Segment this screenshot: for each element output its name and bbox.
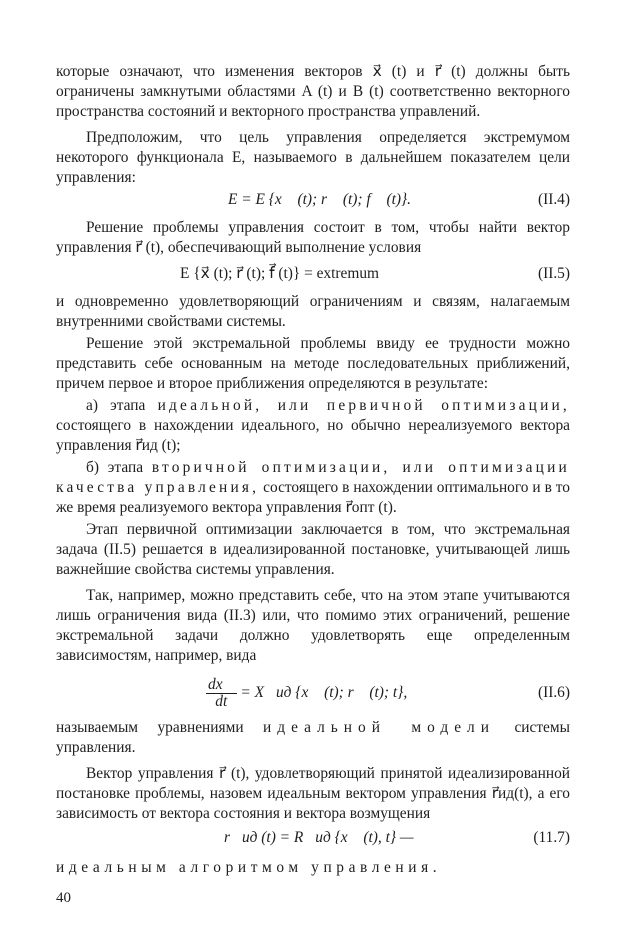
paragraph-3: Решение проблемы управления состоит в том, чтобы найти вектор управления r⃗ (t), обеспечивающий выполнение условия: [56, 219, 570, 256]
equation-II4: [56, 188, 570, 212]
paragraph-8: [56, 718, 570, 758]
paragraph-5: Решение этой экстремальной проблемы ввиду ее трудности можно представить себе основанным на методе последовательных приближений, причем первое и второе приближения определяются в результате:: [56, 335, 570, 392]
paragraph-4: и одновременно удовлетворяющий ограничениям и связям, налагаемым внутренними свойствами системы.: [56, 293, 570, 330]
equation-II7-body: r⃗ид (t) = R⃗ид {x⃗ (t), t} —: [224, 829, 414, 846]
paragraph-8-text: системы управления.: [56, 719, 570, 756]
page-number: 40: [56, 890, 71, 906]
equation-II5: [56, 262, 570, 286]
list-item-a-text: состоящего в нахождении идеального, но обычно нереализуемого вектора управления r⃗ид (t);: [56, 417, 570, 454]
list-item-b-term: вторичной оптимизации, или оптимизации качества управления,: [56, 459, 570, 496]
fraction-denominator: dt: [215, 692, 228, 710]
paragraph-8-term: идеальной модели: [263, 719, 495, 736]
equation-II5-body: E {x⃗ (t); r⃗ (t); f⃗ (t)} = extremum: [180, 265, 380, 282]
equation-II6-rhs: = X⃗ид {x⃗ (t); r⃗ (t); t},: [240, 684, 408, 701]
equation-II6-body: [206, 676, 407, 710]
paragraph-7: Так, например, можно представить себе, что на этом этапе учитываются лишь ограничения вида (II.3) или, что помимо этих ограничений, решение экстремальной задачи должно удовлетворять еще определенным зависимостям, например, вида: [56, 587, 570, 664]
paragraph-2: Предположим, что цель управления определяется экстремумом некоторого функционала E, называемого в дальнейшем показателем цели управления:: [56, 129, 570, 186]
paragraph-10: идеальным алгоритмом управления.: [56, 859, 442, 876]
equation-II5-number: (II.5): [537, 265, 570, 282]
list-item-b: [56, 458, 570, 518]
list-item-a-term: идеальной, или первичной оптимизации,: [157, 397, 570, 414]
list-item-b-text: состоящего в нахождении оптимального и в то же время реализуемого вектора управления r⃗опт (t).: [56, 479, 570, 516]
equation-II6: [56, 674, 570, 712]
equation-II6-number: (II.6): [537, 684, 570, 701]
paragraph-6: Этап первичной оптимизации заключается в том, что экстремальная задача (II.5) решается в идеализированной постановке, учитывающей лишь важнейшие свойства системы управления.: [56, 521, 570, 578]
paragraph-1: которые означают, что изменения векторов x⃗ (t) и r⃗ (t) должны быть ограничены замкнутыми областями A (t) и B (t) соответственно векторного пространства состояний и векторного пространства управлений.: [56, 63, 570, 120]
page-content: [56, 62, 570, 878]
paragraph-9: Вектор управления r⃗ (t), удовлетворяющий принятой идеализированной постановке проблемы, назовем идеальным вектором управления r⃗ид(t), а его зависимость от вектора состояния и вектора возмущения: [56, 765, 570, 822]
derivative-fraction: [206, 677, 237, 710]
list-item-a-prefix: а) этапа: [86, 397, 146, 414]
list-item-a: [56, 396, 570, 456]
list-item-b-prefix: б) этапа: [86, 459, 144, 476]
equation-II7-number: (11.7): [533, 829, 570, 846]
equation-II4-number: (II.4): [537, 191, 570, 208]
fraction-numerator: dx⃗: [208, 675, 235, 693]
equation-II7: [56, 826, 570, 850]
paragraph-8-prefix: называемым уравнениями: [56, 719, 244, 736]
equation-II4-body: E = E {x⃗ (t); r⃗ (t); f⃗ (t)}.: [228, 191, 411, 208]
